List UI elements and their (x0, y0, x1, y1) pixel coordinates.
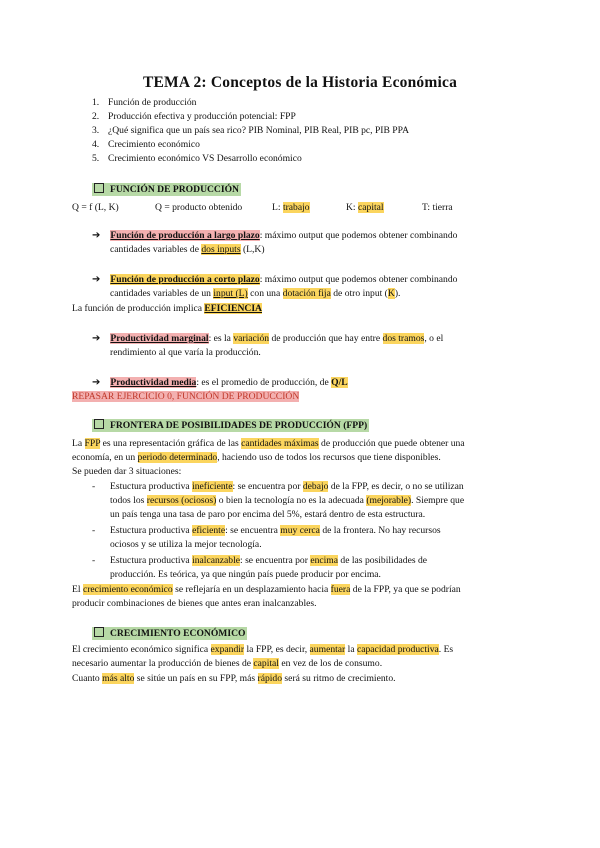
text-run: de producción que hay entre (269, 333, 383, 344)
toc-item (92, 138, 200, 152)
text-run: Estuctura productiva (110, 481, 193, 492)
toc-num: 2. (92, 111, 100, 122)
toc-item (92, 152, 302, 166)
text-run: es una representación gráfica de las (100, 438, 242, 449)
text-run: la FPP, es decir, (244, 644, 310, 655)
highlight: expandir (210, 644, 245, 655)
text-run: . Es (438, 644, 454, 655)
bullet-prod-marginal (92, 332, 443, 346)
t-def: T: tierra (422, 202, 453, 213)
arrow-icon: ➔ (92, 230, 101, 241)
text-run: cantidades variables de (110, 244, 202, 255)
text-run: de otro input ( (330, 288, 388, 299)
highlight: periodo determinado (137, 452, 218, 463)
l-def (272, 201, 310, 215)
text-run: en vez de los de consumo. (278, 658, 383, 669)
situacion-ineficiente-cont (110, 494, 464, 508)
text-run: todos los (110, 495, 147, 506)
text-run: La (72, 438, 85, 449)
text-run: cantidades variables de un (110, 288, 214, 299)
highlight: cantidades máximas (241, 438, 319, 449)
highlight: Q/L (331, 377, 348, 388)
toc-num: 5. (92, 153, 100, 164)
toc-text: Función de producción (108, 97, 197, 108)
highlight: aumentar (309, 644, 346, 655)
highlight: trabajo (282, 202, 310, 213)
highlight: rápido (257, 673, 283, 684)
crecimiento-line-2 (72, 657, 382, 671)
checkbox-icon (94, 183, 104, 193)
term: Función de producción a corto plazo (110, 274, 260, 285)
highlight: input (L) (213, 288, 248, 299)
toc-num: 4. (92, 139, 100, 150)
dash-icon: - (92, 555, 96, 566)
toc-num: 3. (92, 125, 100, 136)
k-def (346, 201, 384, 215)
fpp-para-2 (72, 451, 441, 465)
highlight: encima (310, 555, 339, 566)
bullet-largo-plazo (92, 229, 457, 243)
highlight: dos inputs (201, 244, 241, 255)
text-run: (L,K) (240, 244, 265, 255)
text-run: economía, en un (72, 452, 138, 463)
formula-row (72, 201, 119, 215)
toc-text: Crecimiento económico VS Desarrollo económico (108, 153, 302, 164)
highlight: más alto (102, 673, 135, 684)
text-run: El (72, 584, 83, 595)
highlight: variación (233, 333, 270, 344)
text-run (92, 183, 241, 196)
situacion-eficiente-cont: ociosos y se utiliza la mejor tecnología. (110, 539, 262, 550)
text-run: . Siempre que (411, 495, 465, 506)
text-run: , haciendo uso de todos los recursos que tiene disponibles. (217, 452, 441, 463)
crecimiento-line-3 (72, 672, 396, 686)
toc-item (92, 96, 197, 110)
bullet-corto-plazo-cont (110, 287, 400, 301)
text-run: : es el promedio de producción, de (196, 377, 332, 388)
text-run: El crecimiento económico significa (72, 644, 211, 655)
situacion-ineficiente-cont2: un país tenga una tasa de paro por encima del 5%, estará dentro de esta estructura. (110, 509, 426, 520)
page-title: TEMA 2: Conceptos de la Historia Económica (142, 74, 458, 91)
text-run (92, 627, 247, 640)
text-run: de producción que puede obtener una (318, 438, 465, 449)
highlight: dos tramos (382, 333, 425, 344)
checkbox-icon (94, 627, 104, 637)
text-run: : se encuentra por (240, 555, 311, 566)
fpp-para-5: producir combinaciones de bienes que antes eran inalcanzables. (72, 598, 317, 609)
highlight: eficiente (192, 525, 226, 536)
highlight: debajo (302, 481, 329, 492)
text-run: : se encuentra por (232, 481, 303, 492)
toc-item (92, 110, 296, 124)
fpp-para-3: Se pueden dar 3 situaciones: (72, 466, 182, 477)
text-run: : máximo output que podemos obtener combinando (259, 274, 458, 285)
fpp-para-1 (72, 437, 465, 451)
heading-text: FUNCIÓN DE PRODUCCIÓN (110, 184, 239, 195)
text-run: necesario aumentar la producción de bienes de (72, 658, 254, 669)
text-run: La función de producción implica (72, 303, 205, 314)
text-run: será su ritmo de crecimiento. (282, 673, 396, 684)
text-run: de la FPP, es decir, o no se utilizan (328, 481, 464, 492)
heading-text: CRECIMIENTO ECONÓMICO (110, 628, 246, 639)
toc-item (92, 124, 410, 138)
toc-text: Crecimiento económico (108, 139, 200, 150)
highlight: recursos (ociosos) (146, 495, 217, 506)
highlight: crecimiento económico (82, 584, 173, 595)
bullet-corto-plazo (92, 273, 457, 287)
text-run: Estuctura productiva (110, 555, 193, 566)
section-heading-crecimiento (92, 627, 247, 641)
text-run: con una (247, 288, 283, 299)
repasar-note (72, 390, 299, 404)
section-heading-funcion (92, 183, 241, 197)
highlight: inalcanzable (192, 555, 240, 566)
arrow-icon: ➔ (92, 333, 101, 344)
dash-icon: - (92, 481, 96, 492)
highlight: (mejorable) (366, 495, 412, 506)
text-run: : es la (208, 333, 234, 344)
situacion-inalcanzable (110, 554, 427, 568)
bullet-prod-marginal-cont: rendimiento al que varía la producción. (110, 347, 261, 358)
text-run: de la frontera. No hay recursos (319, 525, 441, 536)
situacion-inalcanzable-cont: producción. Es teórica, ya que ningún país puede producir por encima. (110, 569, 381, 580)
term: Productividad media (110, 377, 197, 388)
text-run: K: (346, 202, 358, 213)
highlight: EFICIENCIA (204, 303, 262, 314)
highlight: muy cerca (280, 525, 320, 536)
toc-num: 1. (92, 97, 100, 108)
repasar-text: REPASAR EJERCICIO 0, FUNCIÓN DE PRODUCCIÓN (72, 391, 300, 402)
term: Función de producción a largo plazo (110, 230, 260, 241)
text-run: L: (272, 202, 283, 213)
toc-text: ¿Qué significa que un país sea rico? PIB Nominal, PIB Real, PIB pc, PIB PPA (108, 125, 410, 136)
text-run: Estuctura productiva (110, 525, 193, 536)
text-run (92, 419, 369, 432)
text-run: se sitúe un país en su FPP, más (134, 673, 258, 684)
highlight: capital (358, 202, 384, 213)
highlight: FPP (84, 438, 101, 449)
heading-text: FRONTERA DE POSIBILIDADES DE PRODUCCIÓN (FPP) (110, 420, 368, 431)
formula: Q = f (L, K) (72, 202, 119, 213)
fpp-para-4 (72, 583, 461, 597)
text-run: : máximo output que podemos obtener combinando (259, 230, 458, 241)
text-run: o bien la tecnología no es la adecuada (216, 495, 367, 506)
eficiencia-line (72, 302, 262, 316)
term: Productividad marginal (110, 333, 209, 344)
text-run: de las posibilidades de (338, 555, 428, 566)
bullet-prod-media (92, 376, 348, 390)
highlight: fuera (330, 584, 351, 595)
q-def: Q = producto obtenido (155, 202, 243, 213)
crecimiento-line-1 (72, 643, 453, 657)
text-run: ). (394, 288, 401, 299)
highlight: ineficiente (192, 481, 233, 492)
situacion-eficiente (110, 524, 441, 538)
arrow-icon: ➔ (92, 274, 101, 285)
text-run: de la FPP, ya que se podrían (350, 584, 461, 595)
text-run: se reflejaría en un desplazamiento hacia (172, 584, 331, 595)
text-run: Cuanto (72, 673, 103, 684)
highlight: K (387, 288, 395, 299)
checkbox-icon (94, 419, 104, 429)
dash-icon: - (92, 525, 96, 536)
text-run: : se encuentra (225, 525, 281, 536)
toc-text: Producción efectiva y producción potencial: FPP (108, 111, 296, 122)
highlight: capital (253, 658, 279, 669)
highlight: dotación fija (282, 288, 331, 299)
section-heading-fpp (92, 419, 369, 433)
arrow-icon: ➔ (92, 377, 101, 388)
bullet-largo-plazo-cont (110, 243, 265, 257)
text-run: , o el (424, 333, 444, 344)
text-run: la (345, 644, 357, 655)
highlight: capacidad productiva (356, 644, 439, 655)
situacion-ineficiente (110, 480, 464, 494)
